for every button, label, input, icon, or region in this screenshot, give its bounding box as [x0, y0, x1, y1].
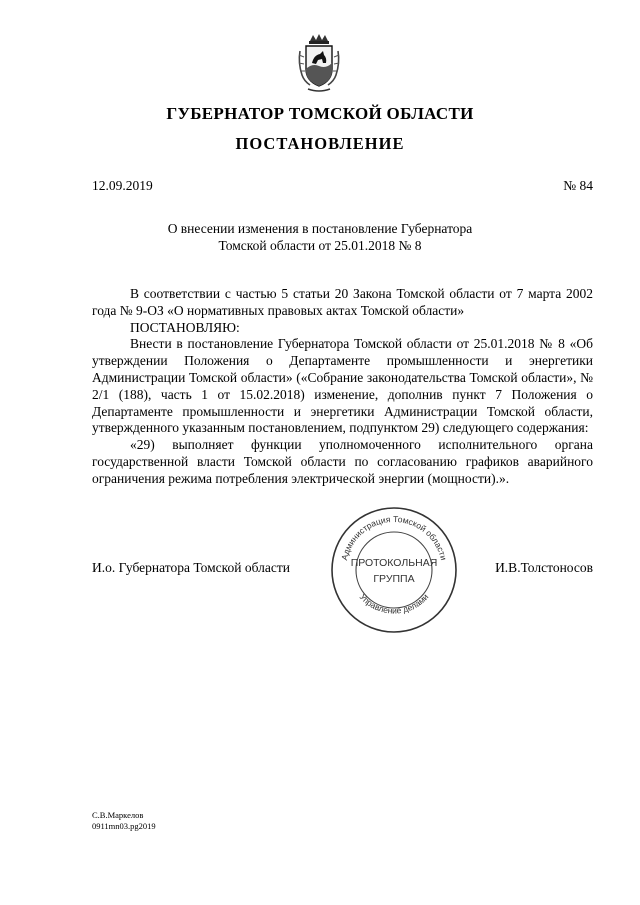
stamp-center-line-2: ГРУППА: [373, 573, 415, 585]
stamp-ring-top-text: Администрация Томской области: [339, 513, 449, 562]
body-paragraph-new-subclause: «29) выполняет функции уполномоченного исполнительного органа государственной власти Томской области по согласованию графиков аварийного ограничения режима потребления электрической энергии (мощности).».: [92, 437, 593, 486]
footer-file-code: 0911mn03.pg2019: [92, 821, 156, 831]
stamp-ring-bottom-text: Управление делами: [357, 591, 431, 616]
footer-author: С.В.Маркелов: [92, 810, 144, 820]
subject-line-2: Томской области от 25.01.2018 № 8: [218, 238, 422, 253]
signatory-position: И.о. Губернатора Томской области: [92, 560, 290, 575]
document-body: [92, 286, 593, 488]
signatory-name: И.В.Толстоносов: [495, 560, 593, 575]
document-footer: [92, 810, 156, 832]
document-number: № 84: [563, 178, 593, 193]
document-type-title: ПОСТАНОВЛЕНИЕ: [235, 134, 405, 153]
body-paragraph-resolve: ПОСТАНОВЛЯЮ:: [130, 319, 240, 335]
subject-line-1: О внесении изменения в постановление Губернатора: [167, 221, 473, 236]
coat-of-arms-icon: [296, 33, 342, 93]
document-subject: [0, 220, 640, 254]
authority-title: ГУБЕРНАТОР ТОМСКОЙ ОБЛАСТИ: [166, 104, 474, 123]
stamp-center-line-1: ПРОТОКОЛЬНАЯ: [350, 557, 438, 569]
body-paragraph-amendment: Внести в постановление Губернатора Томской области от 25.01.2018 № 8 «Об утверждении Положения о Департаменте промышленности и энергетики Администрации Томской области» («Собрание законодательства Томской области», № 2/1 (188), часть 1 от 15.02.2018) изменение, дополнив пункт 7 Положения о Департаменте промышленности и энергетики Администрации Томской области, утвержденного указанным постановлением, подпунктом 29) следующего содержания:: [92, 336, 593, 436]
official-stamp: [324, 500, 464, 640]
document-date: 12.09.2019: [92, 178, 153, 193]
body-paragraph-preamble: В соответствии с частью 5 статьи 20 Закона Томской области от 7 марта 2002 года № 9-ОЗ «О нормативных правовых актах Томской области»: [92, 286, 593, 318]
